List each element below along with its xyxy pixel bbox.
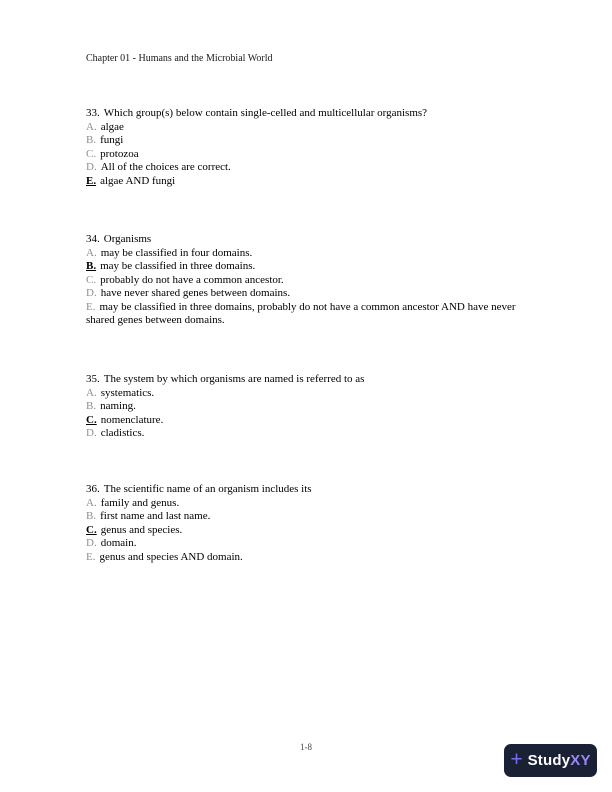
answer-option (86, 301, 538, 328)
option-letter-correct: C. (86, 523, 97, 536)
answer-option-correct (86, 175, 538, 189)
answer-option (86, 134, 538, 148)
option-letter: B. (86, 400, 97, 412)
question-stem: Organisms (103, 233, 152, 245)
answer-option (86, 161, 538, 175)
answer-option (86, 537, 538, 551)
question-text (86, 107, 538, 121)
answer-option-correct (86, 260, 538, 274)
brand-name-secondary: XY (570, 752, 591, 769)
option-text: domain. (100, 537, 137, 549)
question-block-36 (86, 483, 538, 564)
option-text: cladistics. (100, 427, 145, 439)
answer-option (86, 400, 538, 414)
option-text: protozoa (100, 147, 139, 160)
option-text: genus and species. (100, 523, 183, 536)
chapter-header: Chapter 01 - Humans and the Microbial World (86, 53, 273, 64)
option-letter: B. (86, 134, 97, 146)
question-text (86, 483, 538, 497)
option-text: nomenclature. (100, 413, 164, 426)
question-block-33 (86, 107, 538, 188)
question-block-34 (86, 233, 538, 328)
option-letter: E. (86, 550, 96, 563)
studyxy-logo (504, 744, 597, 777)
option-letter: A. (86, 496, 97, 509)
option-text: family and genus. (100, 496, 180, 509)
question-stem: The system by which organisms are named is referred to as (103, 373, 365, 385)
option-text: first name and last name. (100, 510, 211, 522)
answer-option (86, 287, 538, 301)
option-text: All of the choices are correct. (100, 161, 231, 173)
option-text: naming. (100, 400, 136, 412)
answer-option (86, 247, 538, 261)
question-number: 35. (86, 373, 100, 385)
option-letter: A. (86, 386, 97, 399)
option-letter: A. (86, 246, 97, 259)
question-stem: The scientific name of an organism includes its (103, 483, 312, 495)
question-text (86, 373, 538, 387)
option-letter: D. (86, 161, 97, 173)
answer-option-correct (86, 414, 538, 428)
answer-option (86, 387, 538, 401)
studyxy-brand-text (528, 752, 591, 769)
question-number: 33. (86, 107, 100, 119)
answer-option (86, 274, 538, 288)
answer-option (86, 121, 538, 135)
option-letter: D. (86, 427, 97, 439)
answer-option (86, 427, 538, 441)
option-text: have never shared genes between domains. (100, 287, 291, 299)
answer-option (86, 497, 538, 511)
page-number: 1-8 (300, 742, 312, 752)
plus-icon: + (510, 748, 523, 771)
question-number: 36. (86, 483, 100, 495)
option-text: systematics. (100, 386, 155, 399)
option-text: may be classified in three domains, probably do not have a common ancestor AND have never shared genes between domains. (86, 300, 516, 326)
answer-option (86, 510, 538, 524)
option-letter-correct: E. (86, 174, 97, 187)
brand-name-primary: Study (527, 752, 571, 769)
option-letter: D. (86, 287, 97, 299)
option-text: probably do not have a common ancestor. (100, 273, 284, 286)
option-letter: C. (86, 273, 97, 286)
option-letter-correct: C. (86, 413, 97, 426)
option-letter: E. (86, 300, 96, 313)
answer-option-correct (86, 524, 538, 538)
answer-option (86, 148, 538, 162)
option-text: may be classified in three domains. (100, 260, 256, 272)
answer-option (86, 551, 538, 565)
question-text (86, 233, 538, 247)
option-letter: A. (86, 120, 97, 133)
question-number: 34. (86, 233, 100, 245)
question-stem: Which group(s) below contain single-celled and multicellular organisms? (103, 107, 428, 119)
option-text: algae AND fungi (100, 174, 176, 187)
option-text: genus and species AND domain. (99, 550, 243, 563)
question-block-35 (86, 373, 538, 441)
option-text: algae (100, 120, 124, 133)
option-letter: D. (86, 537, 97, 549)
option-letter-correct: B. (86, 260, 97, 272)
option-text: fungi (100, 134, 124, 146)
option-letter: B. (86, 510, 97, 522)
option-letter: C. (86, 147, 97, 160)
option-text: may be classified in four domains. (100, 246, 253, 259)
